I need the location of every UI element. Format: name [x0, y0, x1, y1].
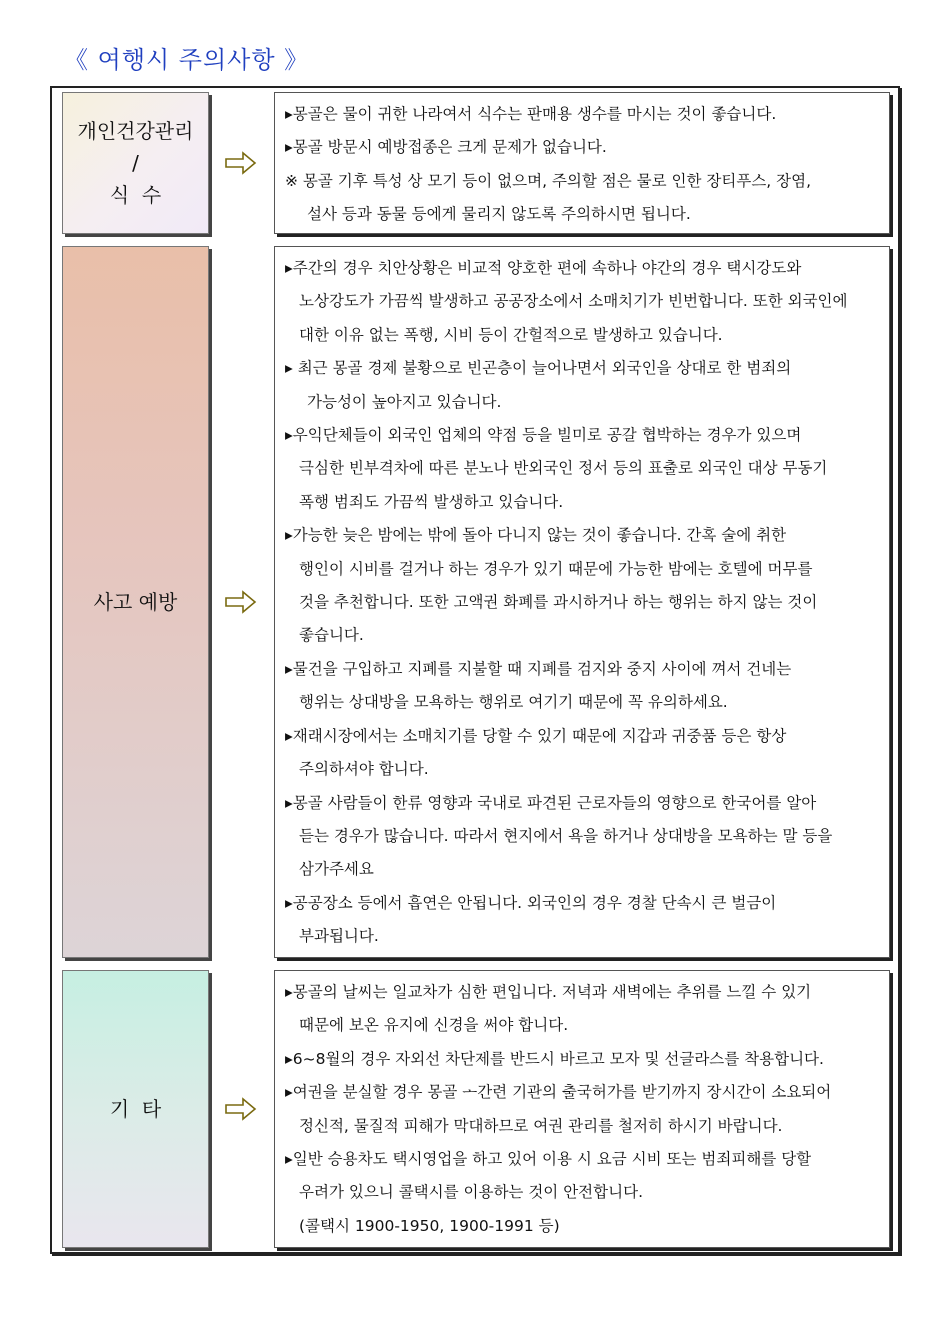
- content-line: ▸일반 승용차도 택시영업을 하고 있어 이용 시 요금 시비 또는 범죄피해를 당할: [285, 1150, 812, 1169]
- content-line: ▸몽골 방문시 예방접종은 크게 문제가 없습니다.: [285, 138, 607, 157]
- content-line: 우려가 있으니 콜택시를 이용하는 것이 안전합니다.: [299, 1183, 643, 1202]
- content-line: ▸몽골의 날씨는 일교차가 심한 편입니다. 저녁과 새벽에는 추위를 느낄 수 있기: [285, 983, 812, 1001]
- right-arrow-icon: [225, 590, 257, 614]
- content-line: 행인이 시비를 걸거나 하는 경우가 있기 때문에 가능한 밤에는 호텔에 머무를: [299, 559, 813, 578]
- content-line: ▸몽골 사람들이 한류 영향과 국내로 파견된 근로자들의 영향으로 한국어를 알아: [285, 793, 817, 812]
- section-label-accident-prevention: [62, 246, 209, 958]
- content-line: ▸ 최근 몽골 경제 불황으로 빈곤층이 늘어나면서 외국인을 상대로 한 범죄의: [285, 359, 792, 378]
- content-line: ▸주간의 경우 치안상황은 비교적 양호한 편에 속하나 야간의 경우 택시강도와: [285, 259, 802, 277]
- section-label-other: [62, 970, 209, 1248]
- content-line: 주의하셔야 합니다.: [299, 760, 429, 779]
- content-line: (콜택시 1900-1950, 1900-1991 등): [299, 1216, 560, 1235]
- content-line: ▸재래시장에서는 소매치기를 당할 수 있기 때문에 지갑과 귀중품 등은 항상: [285, 726, 787, 745]
- content-line: 노상강도가 가끔씩 발생하고 공공장소에서 소매치기가 빈번합니다. 또한 외국인에: [299, 292, 848, 311]
- content-line: 정신적, 물질적 피해가 막대하므로 여권 관리를 철저히 하시기 바랍니다.: [299, 1116, 783, 1135]
- content-line: ※ 몽골 기후 특성 상 모기 등이 없으며, 주의할 점은 물로 인한 장티푸스, 장염,: [285, 171, 812, 190]
- section-label-health: [62, 92, 209, 234]
- content-line: 극심한 빈부격차에 따른 분노나 반외국인 정서 등의 표출로 외국인 대상 무동기: [299, 459, 828, 478]
- section-label-line: 기 타: [109, 1097, 162, 1121]
- right-arrow-icon: [225, 1097, 257, 1121]
- content-line: ▸가능한 늦은 밤에는 밖에 돌아 다니지 않는 것이 좋습니다. 간혹 술에 취한: [285, 526, 787, 545]
- content-line: ▸여권을 분실할 경우 몽골 ᅩ간련 기관의 출국허가를 받기까지 장시간이 소요되어: [285, 1083, 832, 1102]
- content-line: 가능성이 높아지고 있습니다.: [307, 392, 502, 411]
- content-line: ▸6~8월의 경우 자외선 차단제를 반드시 바르고 모자 및 선글라스를 착용합니다.: [285, 1049, 824, 1068]
- content-line: 때문에 보온 유지에 신경을 써야 합니다.: [299, 1016, 569, 1035]
- content-line: 대한 이유 없는 폭행, 시비 등이 간헐적으로 발생하고 있습니다.: [299, 325, 723, 344]
- section-content-accident-prevention: [274, 246, 890, 958]
- content-line: 부과됩니다.: [299, 927, 379, 946]
- content-line: ▸공공장소 등에서 흡연은 안됩니다. 외국인의 경우 경찰 단속시 큰 벌금이: [285, 893, 777, 912]
- content-line: 좋습니다.: [299, 626, 364, 645]
- content-line: ▸우익단체들이 외국인 업체의 약점 등을 빌미로 공갈 협박하는 경우가 있으며: [285, 426, 802, 445]
- content-line: 것을 추천합니다. 또한 고액권 화폐를 과시하거나 하는 행위는 하지 않는 것이: [299, 593, 818, 612]
- content-line: 듣는 경우가 많습니다. 따라서 현지에서 욕을 하거나 상대방을 모욕하는 말 등을: [299, 826, 833, 845]
- section-content-health: [274, 92, 890, 234]
- content-line: 폭행 범죄도 가끔씩 발생하고 있습니다.: [299, 492, 564, 511]
- content-line: 행위는 상대방을 모욕하는 행위로 여기기 때문에 꼭 유의하세요.: [299, 693, 728, 712]
- content-line: ▸물건을 구입하고 지폐를 지불할 때 지폐를 검지와 중지 사이에 껴서 건네는: [285, 659, 792, 678]
- section-label-line: 사고 예방: [93, 590, 178, 614]
- section-content-other: [274, 970, 890, 1248]
- page-title: 《 여행시 주의사항 》: [64, 46, 310, 74]
- content-line: 삼가주세요: [299, 860, 374, 879]
- section-label-line: 식 수: [109, 183, 162, 207]
- right-arrow-icon: [225, 151, 257, 175]
- content-line: 설사 등과 동물 등에게 물리지 않도록 주의하시면 됩니다.: [307, 205, 691, 224]
- section-label-line: /: [132, 151, 139, 175]
- section-label-line: 개인건강관리: [77, 119, 194, 143]
- content-line: ▸몽골은 물이 귀한 나라여서 식수는 판매용 생수를 마시는 것이 좋습니다.: [285, 105, 777, 123]
